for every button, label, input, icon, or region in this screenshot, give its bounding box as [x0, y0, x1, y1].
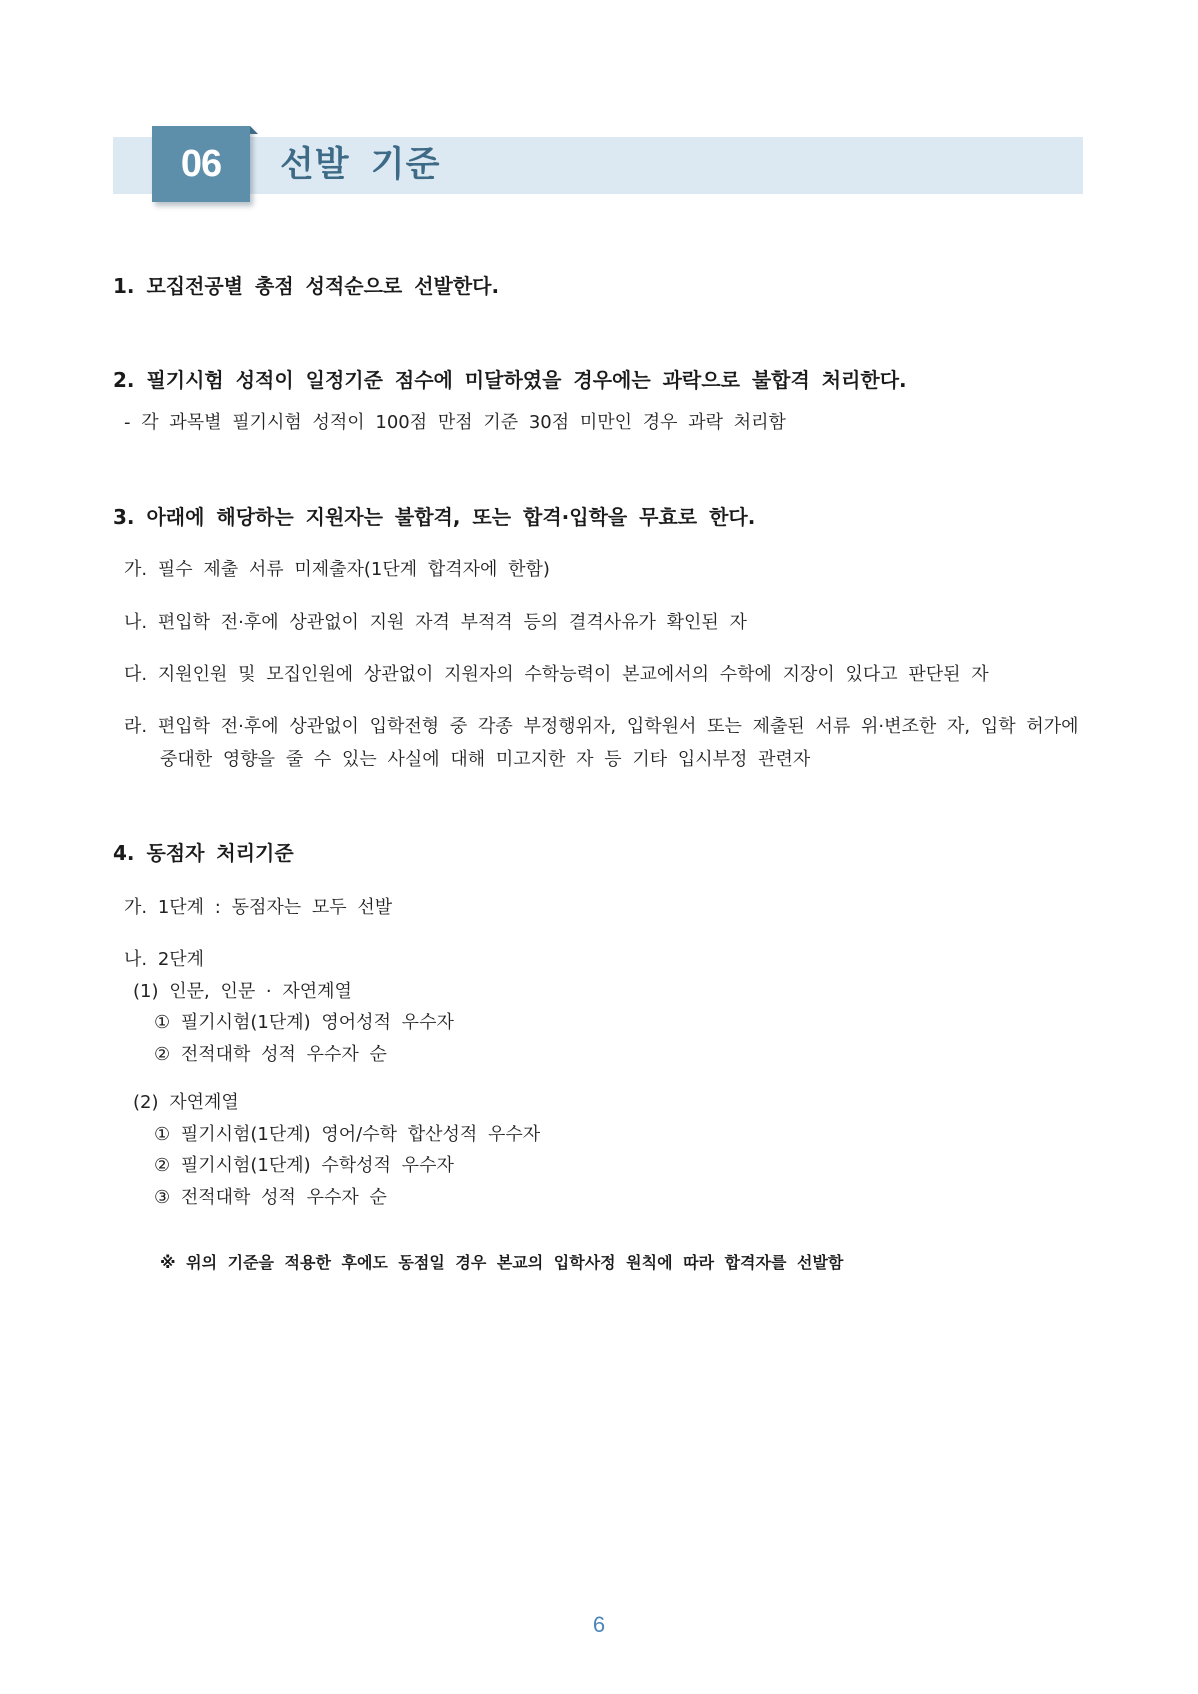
tab-fold-corner: [250, 126, 258, 134]
section-number-tab: [152, 126, 250, 202]
tie-stage-1: 가. 1단계 : 동점자는 모두 선발: [124, 897, 393, 918]
tie-criterion: ① 필기시험(1단계) 영어성적 우수자: [154, 1012, 454, 1033]
criterion-4-heading: 4. 동점자 처리기준: [113, 841, 294, 865]
tie-criterion: ① 필기시험(1단계) 영어/수학 합산성적 우수자: [154, 1124, 541, 1145]
tie-criterion: ② 전적대학 성적 우수자 순: [154, 1044, 387, 1065]
tie-group-humanities-label: (1) 인문, 인문 · 자연계열: [133, 981, 352, 1002]
disqualification-item-continuation: 중대한 영향을 줄 수 있는 사실에 대해 미고지한 자 등 기타 입시부정 관련자: [160, 749, 811, 770]
criterion-1-heading: 1. 모집전공별 총점 성적순으로 선발한다.: [113, 274, 500, 298]
disqualification-item: 라. 편입학 전·후에 상관없이 입학전형 중 각종 부정행위자, 입학원서 또는 제출된 서류 위·변조한 자, 입학 허가에: [124, 716, 1079, 737]
disqualification-item: 나. 편입학 전·후에 상관없이 지원 자격 부적격 등의 결격사유가 확인된 자: [124, 612, 747, 633]
section-number: 06: [180, 143, 222, 185]
tie-stage-2: 나. 2단계: [124, 949, 205, 970]
section-header-band: [113, 137, 1083, 194]
tie-break-note: ※ 위의 기준을 적용한 후에도 동점일 경우 본교의 입학사정 원칙에 따라 합격자를 선발함: [160, 1253, 844, 1272]
disqualification-item: 가. 필수 제출 서류 미제출자(1단계 합격자에 한함): [124, 559, 550, 580]
criterion-2-note: - 각 과목별 필기시험 성적이 100점 만점 기준 30점 미만인 경우 과락 처리함: [124, 412, 786, 433]
page-number: 6: [592, 1612, 606, 1637]
disqualification-item: 다. 지원인원 및 모집인원에 상관없이 지원자의 수학능력이 본교에서의 수학에 지장이 있다고 판단된 자: [124, 664, 989, 685]
criterion-2-heading: 2. 필기시험 성적이 일정기준 점수에 미달하였을 경우에는 과락으로 불합격 처리한다.: [113, 368, 907, 392]
section-title: 선발 기준: [280, 145, 441, 185]
criterion-3-heading: 3. 아래에 해당하는 지원자는 불합격, 또는 합격·입학을 무효로 한다.: [113, 505, 756, 529]
tie-criterion: ③ 전적대학 성적 우수자 순: [154, 1187, 387, 1208]
tie-group-natural-label: (2) 자연계열: [133, 1092, 239, 1113]
tie-criterion: ② 필기시험(1단계) 수학성적 우수자: [154, 1155, 454, 1176]
